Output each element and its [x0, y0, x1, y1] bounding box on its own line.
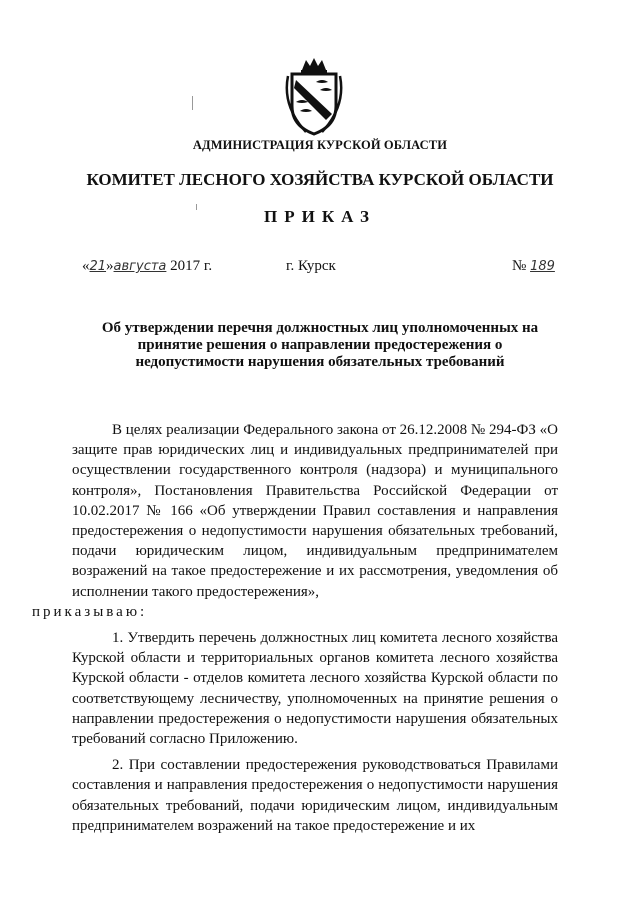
administration-heading: АДМИНИСТРАЦИЯ КУРСКОЙ ОБЛАСТИ — [192, 138, 448, 152]
date-month-handwritten: августа — [113, 259, 167, 274]
number-handwritten: 189 — [530, 259, 555, 274]
preamble-paragraph: В целях реализации Федерального закона от 26.12.2008 № 294-ФЗ «О защите прав юридических лиц и индивидуальных предпринимателей при осуществлении государственного контроля (надзора) и муниципального контроля», Постановления Правительства Российской Федерации от 10.02.2017 № 166 «Об утверждении Правил составления и направления предостережения о недопустимости нарушения обязательных требований, подачи юридическим лицом, индивидуальным предпринимателем возражений на такое предостережение и их рассмотрения, уведомления об исполнении такого предостережения», приказываю: — [32, 422, 558, 620]
document-title: Об утверждении перечня должностных лиц уполномоченных на принятие решения о направлении предостережения о недопустимости нарушения обязательных требований — [101, 320, 539, 370]
document-body — [32, 420, 558, 836]
document-date: «21»августа 2017 г. — [82, 258, 213, 274]
document-city: г. Курск — [286, 258, 336, 274]
scan-artifact — [192, 96, 193, 110]
item-2-paragraph: 2. При составлении предостережения руководствоваться Правилами составления и направления предостережения о недопустимости нарушения обязательных требований, подачи юридическим лицом, индивидуальным предпринимателем возражений на такое предостережение и их — [72, 757, 558, 834]
committee-heading: КОМИТЕТ ЛЕСНОГО ХОЗЯЙСТВА КУРСКОЙ ОБЛАСТИ — [86, 170, 554, 189]
order-word: приказываю: — [32, 603, 148, 620]
date-day-handwritten: 21 — [89, 259, 107, 274]
date-year: 2017 г. — [170, 258, 213, 274]
kursk-coat-of-arms-icon — [282, 56, 346, 136]
item-1-paragraph: 1. Утвердить перечень должностных лиц комитета лесного хозяйства Курской области и территориальных органов комитета лесного хозяйства Курской области - отделов комитета лесного хозяйства Курской области по соответствующему лесничеству, уполномоченных на принятие решения о направлении предостережения о недопустимости нарушения обязательных требований согласно Приложению. — [72, 630, 558, 748]
document-number: № 189 — [512, 258, 555, 274]
document-type-heading: ПРИКАЗ — [264, 207, 376, 226]
